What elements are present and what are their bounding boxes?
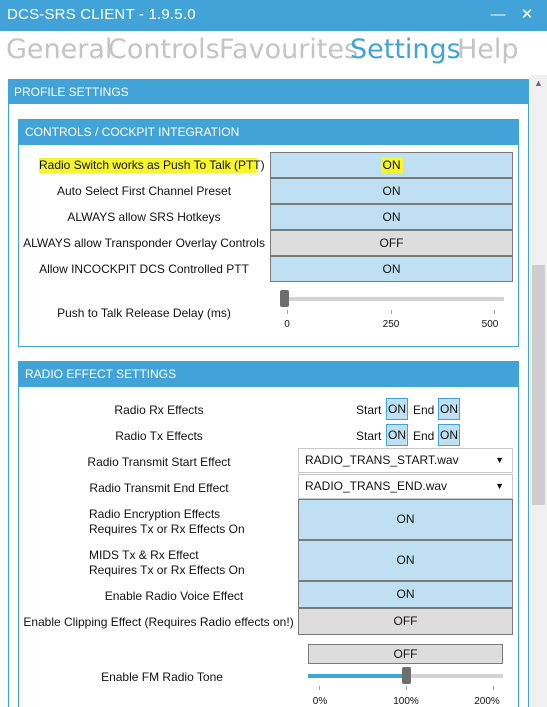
fm-radio-tone-toggle[interactable]: OFF [308,644,503,664]
always-allow-hotkeys-label: ALWAYS allow SRS Hotkeys [67,210,221,224]
auto-select-preset-toggle[interactable]: ON [270,178,513,204]
rx-end-label: End [413,403,435,417]
tab-help[interactable]: Help [457,34,519,65]
tab-general[interactable]: General [6,34,113,65]
mids-effect-note: Requires Tx or Rx Effects On [89,563,245,577]
fm-radio-tone-label: Enable FM Radio Tone [101,670,223,684]
ptt-release-delay-label: Push to Talk Release Delay (ms) [57,306,231,320]
ptt-tick-label: 500 [481,319,499,330]
close-icon[interactable]: ✕ [520,6,534,23]
rx-start-label: Start [356,403,382,417]
transponder-overlay-label: ALWAYS allow Transponder Overlay Controls [23,236,265,250]
ptt-tick-label: 250 [382,319,400,330]
mids-effect-label: MIDS Tx & Rx Effect [89,548,199,562]
fm-tick [406,686,407,690]
transponder-overlay-toggle[interactable]: OFF [270,230,513,256]
radio-switch-ptt-label: Radio Switch works as Push To Talk (PTT) [39,158,265,172]
fm-tick [319,686,320,690]
radio-effects-group-header: RADIO EFFECT SETTINGS [19,362,518,387]
window-title: DCS-SRS CLIENT - 1.9.5.0 [7,6,196,23]
minimize-icon[interactable]: — [490,6,506,23]
ptt-release-delay-track[interactable] [284,297,504,301]
ptt-tick-label: 0 [284,319,290,330]
ptt-tick [391,310,392,314]
encryption-effects-label: Radio Encryption Effects [89,507,221,521]
tx-start-effect-select[interactable] [298,448,513,473]
tab-controls[interactable]: Controls [108,34,220,65]
tx-end-effect-label: Radio Transmit End Effect [89,481,229,495]
fm-tick-label: 100% [393,696,419,707]
rx-start-toggle[interactable]: ON [386,398,408,420]
voice-effect-toggle[interactable]: ON [298,581,513,608]
tab-settings[interactable]: Settings [350,34,461,65]
tx-start-label: Start [356,429,382,443]
title-bar [0,0,547,31]
scroll-up-icon[interactable]: ▲ [534,78,543,88]
incockpit-ptt-toggle[interactable]: ON [270,256,513,282]
rx-effects-label: Radio Rx Effects [114,403,204,417]
tx-start-effect-label: Radio Transmit Start Effect [87,455,231,469]
tx-end-toggle[interactable]: ON [438,424,460,446]
tx-start-toggle[interactable]: ON [386,424,408,446]
fm-tone-volume-thumb[interactable] [402,667,411,684]
tab-favourites[interactable]: Favourites [219,34,359,65]
profile-settings-header: PROFILE SETTINGS [9,80,528,104]
fm-tone-volume-fill [308,674,406,678]
ptt-tick [494,310,495,314]
clipping-effect-label: Enable Clipping Effect (Requires Radio effects on!) [23,615,294,629]
controls-group-header: CONTROLS / COCKPIT INTEGRATION [19,120,518,145]
chevron-down-icon: ▼ [495,481,504,491]
ptt-release-delay-thumb[interactable] [280,290,289,307]
vertical-scrollbar[interactable] [530,75,547,707]
profile-settings-panel [8,79,529,707]
voice-effect-label: Enable Radio Voice Effect [104,589,244,603]
scrollbar-thumb[interactable] [532,265,545,505]
fm-tick [493,686,494,690]
auto-select-preset-label: Auto Select First Channel Preset [56,184,232,198]
ptt-tick [287,310,288,314]
encryption-effects-toggle[interactable]: ON [298,499,513,540]
radio-switch-ptt-toggle[interactable] [270,152,513,178]
radio-effects-group [18,361,519,707]
fm-tick-label: 200% [474,696,500,707]
controls-group [18,119,519,347]
clipping-effect-toggle[interactable]: OFF [298,608,513,635]
chevron-down-icon: ▼ [495,455,504,465]
mids-effect-toggle[interactable]: ON [298,540,513,581]
encryption-effects-note: Requires Tx or Rx Effects On [89,522,245,536]
fm-tick-label: 0% [312,696,328,707]
tx-end-label: End [413,429,435,443]
tx-end-effect-value: RADIO_TRANS_END.wav [305,479,448,493]
radio-switch-ptt-value: ON [382,158,401,172]
tx-effects-label: Radio Tx Effects [115,429,203,443]
settings-scroll-area [0,75,547,707]
always-allow-hotkeys-toggle[interactable]: ON [270,204,513,230]
tx-start-effect-value: RADIO_TRANS_START.wav [305,453,459,467]
incockpit-ptt-label: Allow INCOCKPIT DCS Controlled PTT [39,262,249,276]
tx-end-effect-select[interactable] [298,474,513,499]
rx-end-toggle[interactable]: ON [438,398,460,420]
tab-bar [0,31,547,75]
